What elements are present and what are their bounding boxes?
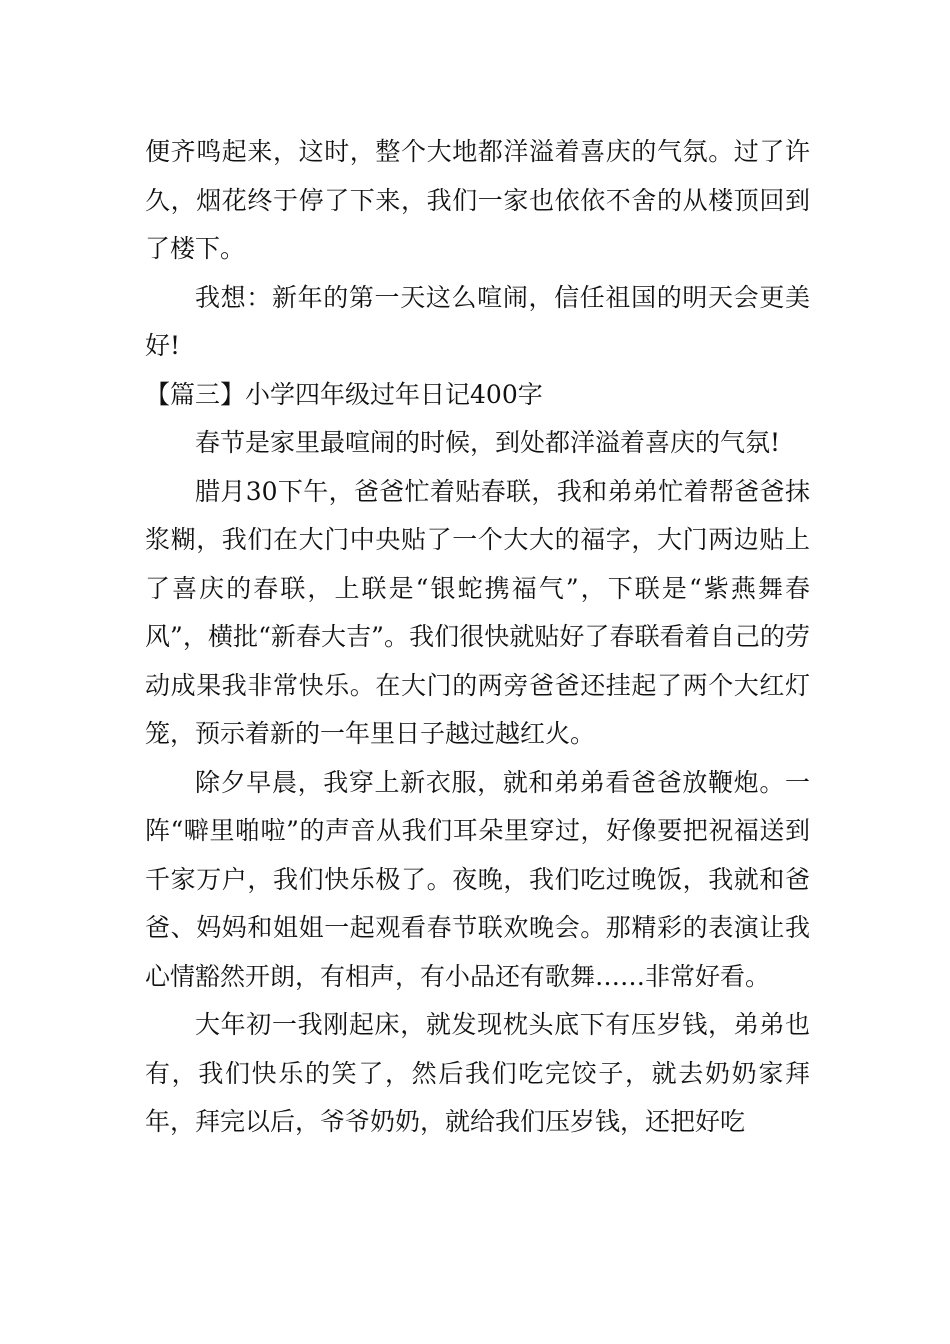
document-body <box>145 128 810 1147</box>
paragraph-new-year-eve: 除夕早晨，我穿上新衣服，就和弟弟看爸爸放鞭炮。一阵“噼里啪啦”的声音从我们耳朵里穿过，好像要把祝福送到千家万户，我们快乐极了。夜晚，我们吃过晚饭，我就和爸爸、妈妈和姐姐一起观看春节联欢晚会。那精彩的表演让我心情豁然开朗，有相声，有小品还有歌舞……非常好看。 <box>145 767 810 991</box>
paragraph-continued: 便齐鸣起来，这时，整个大地都洋溢着喜庆的气氛。过了许久，烟花终于停了下来，我们一家也依依不舍的从楼顶回到了楼下。 <box>145 137 810 263</box>
paragraph-intro: 春节是家里最喧闹的时候，到处都洋溢着喜庆的气氛! <box>195 428 781 457</box>
paragraph-new-year-day: 大年初一我刚起床，就发现枕头底下有压岁钱，弟弟也有，我们快乐的笑了，然后我们吃完饺子，就去奶奶家拜年，拜完以后，爷爷奶奶，就给我们压岁钱，还把好吃 <box>145 1010 810 1136</box>
paragraph-couplets: 腊月30下午，爸爸忙着贴春联，我和弟弟忙着帮爸爸抹浆糊，我们在大门中央贴了一个大大的福字，大门两边贴上了喜庆的春联，上联是“银蛇携福气”，下联是“紫燕舞春风”，横批“新春大吉”。我们很快就贴好了春联看着自己的劳动成果我非常快乐。在大门的两旁爸爸还挂起了两个大红灯笼，预示着新的一年里日子越过越红火。 <box>145 476 810 748</box>
section-heading: 【篇三】小学四年级过年日记400字 <box>145 379 543 409</box>
paragraph-wish: 我想：新年的第一天这么喧闹，信任祖国的明天会更美好! <box>145 282 810 360</box>
